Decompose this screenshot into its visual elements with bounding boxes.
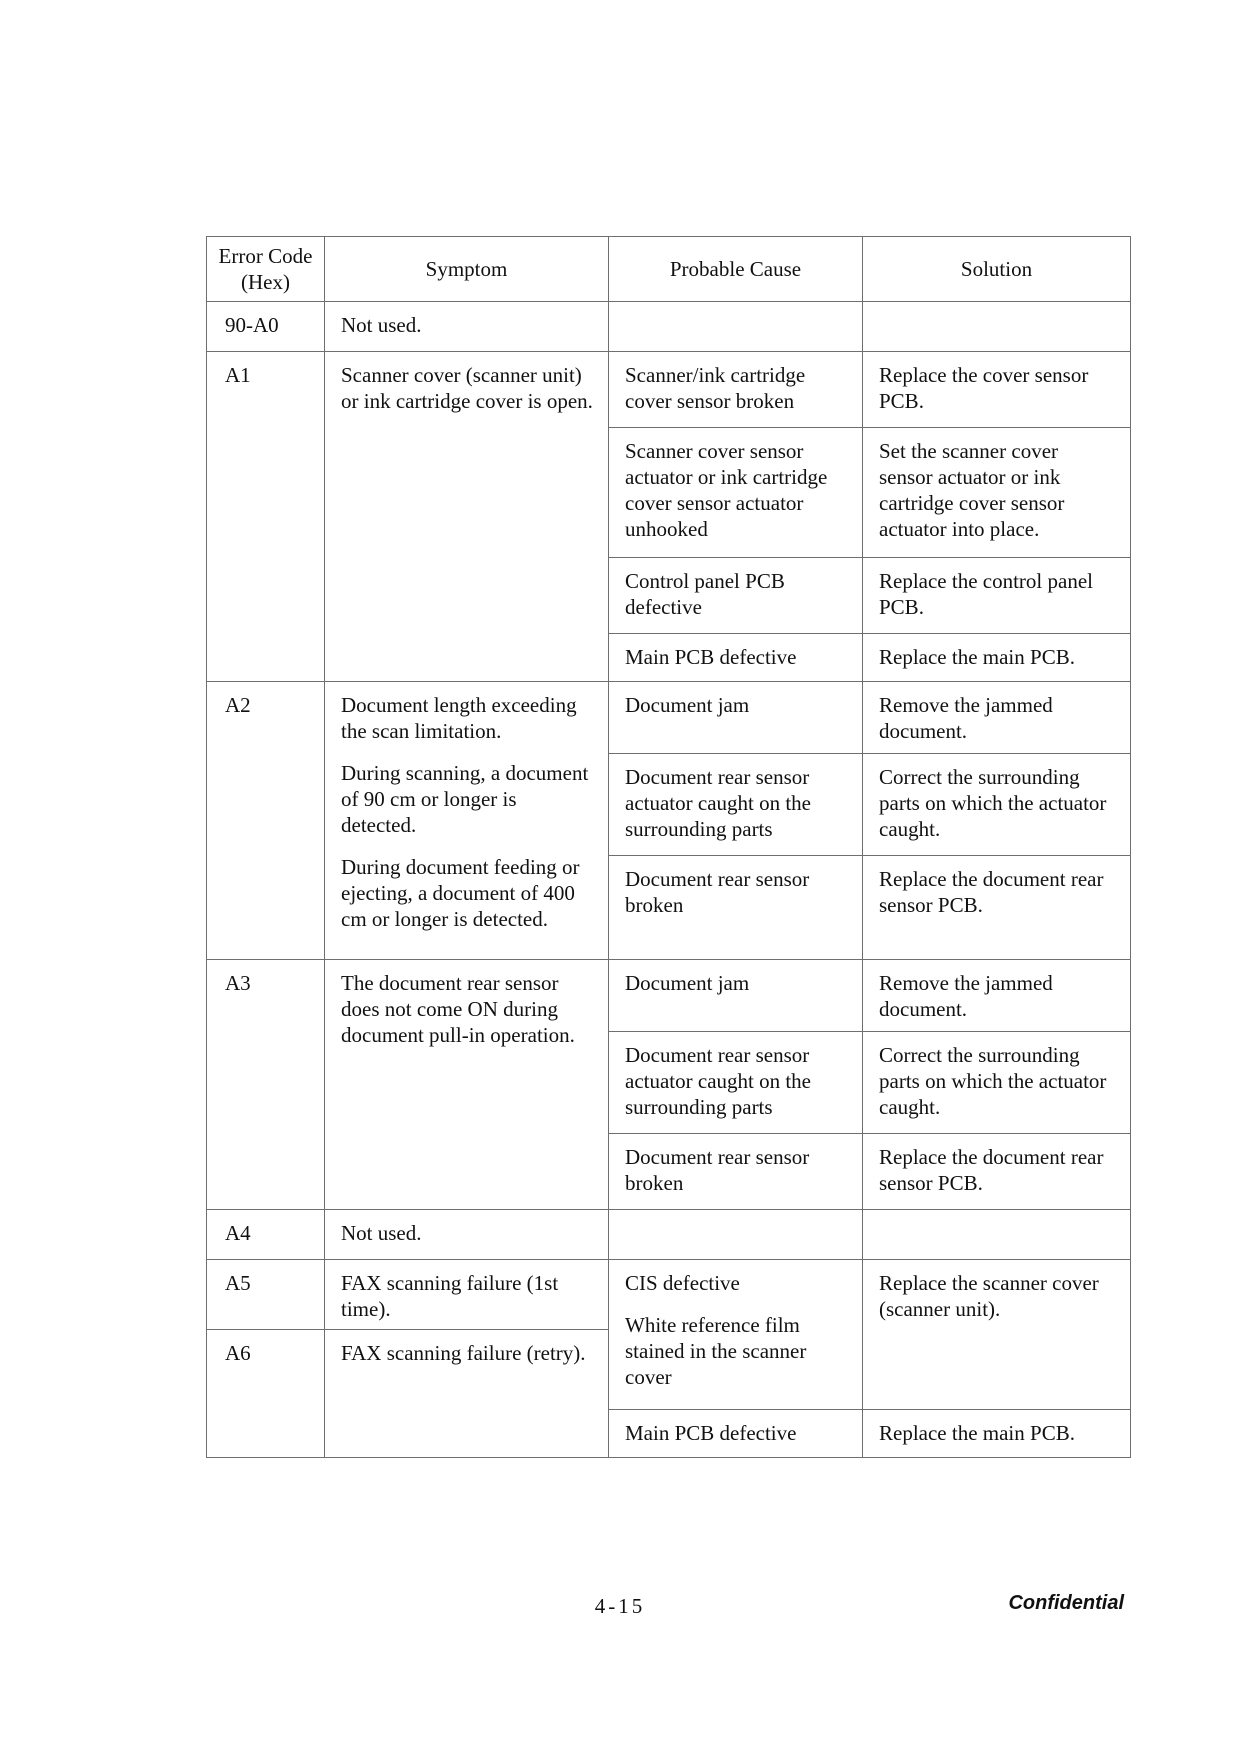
solution-cell — [863, 302, 1131, 352]
error-code-cell: A2 — [207, 682, 325, 960]
solution-cell: Remove the jammed document. — [863, 682, 1131, 754]
cause-cell: Document rear sensor broken — [609, 1134, 863, 1210]
cause-paragraph: CIS defective — [625, 1271, 740, 1295]
table-row — [207, 302, 1131, 352]
cause-cell: Main PCB defective — [609, 1410, 863, 1458]
table-row — [207, 1210, 1131, 1260]
solution-cell: Replace the main PCB. — [863, 634, 1131, 682]
header-error-code: Error Code (Hex) — [207, 237, 325, 302]
cause-cell: Main PCB defective — [609, 634, 863, 682]
cause-cell — [609, 302, 863, 352]
symptom-cell: Scanner cover (scanner unit) or ink cartridge cover is open. — [325, 352, 609, 682]
symptom-paragraph: During scanning, a document of 90 cm or longer is detected. — [341, 761, 589, 837]
solution-cell: Replace the control panel PCB. — [863, 558, 1131, 634]
table-row — [207, 1260, 1131, 1330]
solution-cell: Correct the surrounding parts on which the actuator caught. — [863, 754, 1131, 856]
cause-cell: Scanner cover sensor actuator or ink cartridge cover sensor actuator unhooked — [609, 428, 863, 558]
solution-cell: Replace the document rear sensor PCB. — [863, 1134, 1131, 1210]
cause-cell: Document rear sensor actuator caught on the surrounding parts — [609, 1032, 863, 1134]
symptom-cell: FAX scanning failure (1st time). — [325, 1260, 609, 1330]
solution-cell: Set the scanner cover sensor actuator or ink cartridge cover sensor actuator into place. — [863, 428, 1131, 558]
header-probable-cause: Probable Cause — [609, 237, 863, 302]
table-header-row — [207, 237, 1131, 302]
symptom-cell: Not used. — [325, 302, 609, 352]
cause-cell: Document jam — [609, 682, 863, 754]
table-row — [207, 682, 1131, 754]
error-code-table — [206, 236, 1131, 1458]
solution-cell: Replace the document rear sensor PCB. — [863, 856, 1131, 960]
cause-cell: Document jam — [609, 960, 863, 1032]
error-code-cell: A1 — [207, 352, 325, 682]
solution-cell — [863, 1210, 1131, 1260]
table-row — [207, 352, 1131, 428]
cause-cell: Document rear sensor actuator caught on the surrounding parts — [609, 754, 863, 856]
solution-cell: Remove the jammed document. — [863, 960, 1131, 1032]
confidential-label: Confidential — [1008, 1592, 1124, 1614]
symptom-paragraph: Document length exceeding the scan limitation. — [341, 693, 577, 743]
cause-cell: Document rear sensor broken — [609, 856, 863, 960]
error-code-cell: A5 — [207, 1260, 325, 1330]
symptom-cell: Not used. — [325, 1210, 609, 1260]
solution-cell: Replace the main PCB. — [863, 1410, 1131, 1458]
cause-cell: Scanner/ink cartridge cover sensor broken — [609, 352, 863, 428]
cause-cell — [609, 1260, 863, 1410]
error-code-cell: A6 — [207, 1330, 325, 1458]
error-code-cell: A3 — [207, 960, 325, 1210]
solution-cell: Replace the cover sensor PCB. — [863, 352, 1131, 428]
cause-paragraph: White reference film stained in the scanner cover — [625, 1313, 807, 1389]
symptom-cell: The document rear sensor does not come ON during document pull-in operation. — [325, 960, 609, 1210]
header-symptom: Symptom — [325, 237, 609, 302]
symptom-paragraph: During document feeding or ejecting, a document of 400 cm or longer is detected. — [341, 855, 580, 931]
error-code-cell: A4 — [207, 1210, 325, 1260]
error-code-cell: 90-A0 — [207, 302, 325, 352]
cause-cell — [609, 1210, 863, 1260]
table-row — [207, 960, 1131, 1032]
page-number: 4-15 — [594, 1594, 646, 1618]
symptom-cell — [325, 682, 609, 960]
symptom-cell: FAX scanning failure (retry). — [325, 1330, 609, 1458]
solution-cell: Replace the scanner cover (scanner unit). — [863, 1260, 1131, 1410]
header-solution: Solution — [863, 237, 1131, 302]
cause-cell: Control panel PCB defective — [609, 558, 863, 634]
solution-cell: Correct the surrounding parts on which the actuator caught. — [863, 1032, 1131, 1134]
